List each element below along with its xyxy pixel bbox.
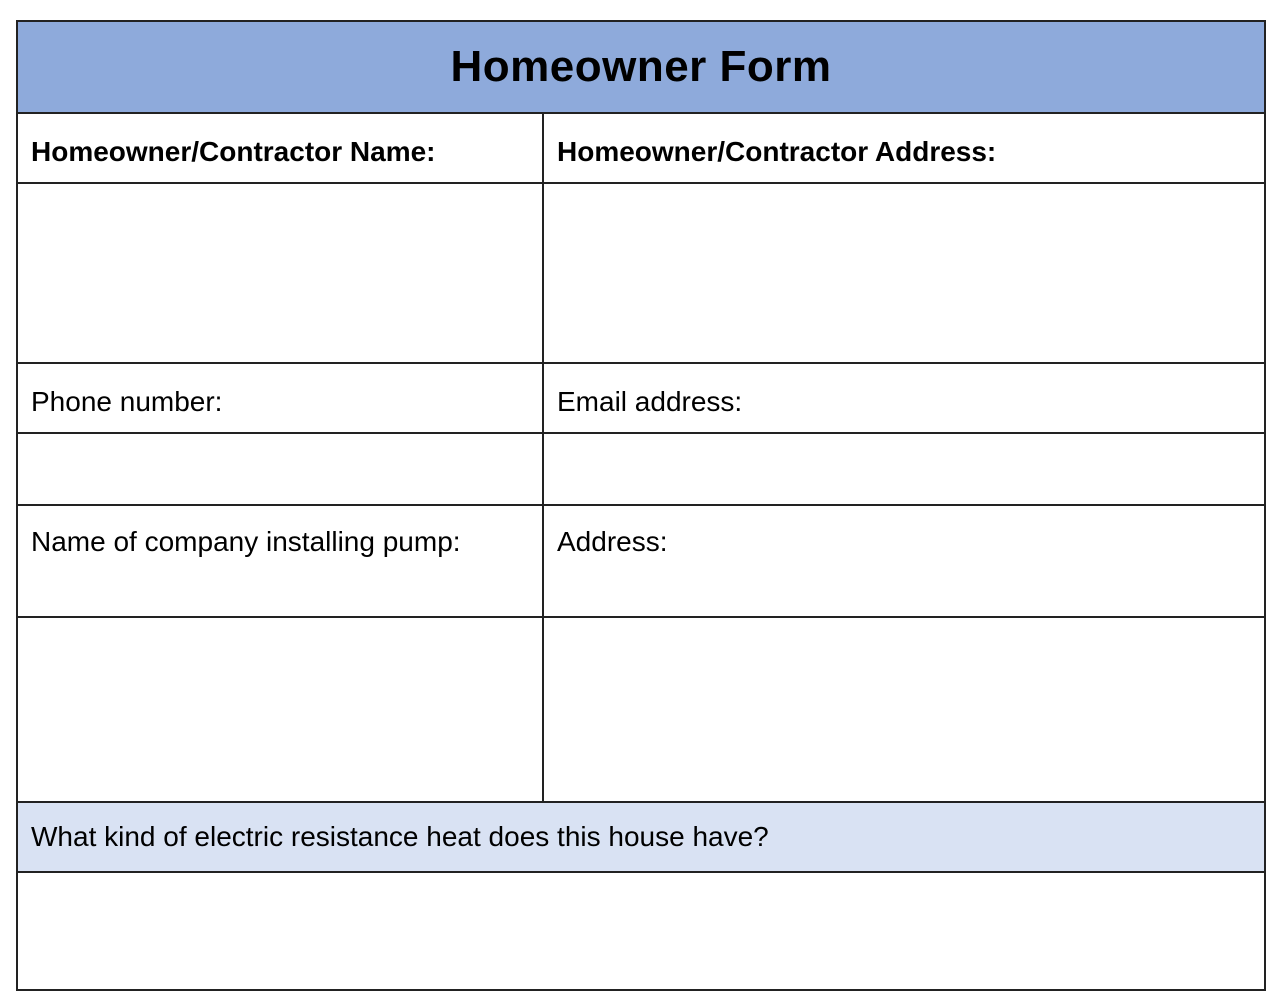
phone-label: Phone number: [31, 386, 223, 417]
phone-label-cell [16, 362, 544, 434]
contractor-name-field[interactable] [16, 182, 544, 364]
contractor-name-label-cell [16, 112, 544, 184]
contractor-name-label: Homeowner/Contractor Name: [31, 136, 436, 167]
phone-field[interactable] [16, 432, 544, 506]
contractor-address-field[interactable] [542, 182, 1266, 364]
heat-answer-field[interactable] [16, 871, 1266, 991]
homeowner-form [16, 20, 1266, 980]
contractor-address-label: Homeowner/Contractor Address: [557, 136, 997, 167]
company-address-label-cell [542, 504, 1266, 618]
company-field[interactable] [16, 616, 544, 803]
contractor-address-label-cell [542, 112, 1266, 184]
company-address-label: Address: [557, 526, 668, 557]
contact-entry-row [16, 432, 1266, 506]
contact-labels-row [16, 362, 1266, 434]
email-label: Email address: [557, 386, 743, 417]
contractor-entry-row [16, 182, 1266, 364]
company-label: Name of company installing pump: [31, 526, 461, 557]
company-address-field[interactable] [542, 616, 1266, 803]
contractor-labels-row [16, 112, 1266, 184]
email-field[interactable] [542, 432, 1266, 506]
form-header [16, 20, 1266, 114]
heat-question-row [16, 801, 1266, 873]
company-labels-row [16, 504, 1266, 618]
company-label-cell [16, 504, 544, 618]
form-title: Homeowner Form [450, 42, 832, 91]
heat-question-label: What kind of electric resistance heat does this house have? [31, 821, 769, 852]
email-label-cell [542, 362, 1266, 434]
company-entry-row [16, 616, 1266, 803]
